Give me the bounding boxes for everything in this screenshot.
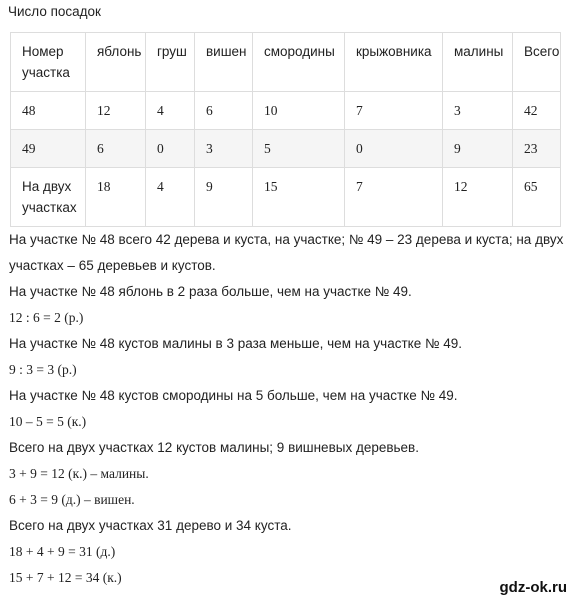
calculation-line: 18 + 4 + 9 = 31 (д.) xyxy=(9,544,116,559)
table-cell: 9 xyxy=(195,168,253,227)
table-cell: 48 xyxy=(11,92,86,130)
table-cell: 3 xyxy=(195,130,253,168)
solution-line: Всего на двух участках 12 кустов малины; 9 вишневых деревьев. xyxy=(9,440,419,455)
calculation-line: 3 + 9 = 12 (к.) – малины. xyxy=(9,466,149,481)
calculation-line: 9 : 3 = 3 (р.) xyxy=(9,362,77,377)
table-header-row xyxy=(11,33,561,92)
solution-text xyxy=(9,227,565,591)
table-cell: 0 xyxy=(345,130,443,168)
table-cell: 10 xyxy=(253,92,345,130)
table-cell: 23 xyxy=(513,130,561,168)
site-watermark: gdz-ok.ru xyxy=(499,579,567,596)
table-row xyxy=(11,168,561,227)
solution-line: участках – 65 деревьев и кустов. xyxy=(9,258,216,273)
page-title: Число посадок xyxy=(8,4,101,19)
table-row xyxy=(11,92,561,130)
table-cell: 65 xyxy=(513,168,561,227)
table-cell: На двух участках xyxy=(11,168,86,227)
table-row xyxy=(11,130,561,168)
table-cell: 42 xyxy=(513,92,561,130)
solution-line: Всего на двух участках 31 дерево и 34 куста. xyxy=(9,518,292,533)
header-cherry: вишен xyxy=(195,33,253,92)
table-cell: 4 xyxy=(146,92,195,130)
table-cell: 12 xyxy=(86,92,146,130)
table-cell: 6 xyxy=(86,130,146,168)
header-plot-number: Номер участка xyxy=(11,33,86,92)
table-cell: 18 xyxy=(86,168,146,227)
table-cell: 0 xyxy=(146,130,195,168)
table-cell: 49 xyxy=(11,130,86,168)
solution-line: На участке № 48 кустов смородины на 5 больше, чем на участке № 49. xyxy=(9,388,458,403)
calculation-line: 15 + 7 + 12 = 34 (к.) xyxy=(9,570,122,585)
table-cell: 15 xyxy=(253,168,345,227)
solution-line: На участке № 48 яблонь в 2 раза больше, чем на участке № 49. xyxy=(9,284,412,299)
table-cell: 6 xyxy=(195,92,253,130)
table-cell: 4 xyxy=(146,168,195,227)
table-cell: 5 xyxy=(253,130,345,168)
header-gooseberry: крыжовника xyxy=(345,33,443,92)
header-currant: смородины xyxy=(253,33,345,92)
table-cell: 7 xyxy=(345,92,443,130)
calculation-line: 12 : 6 = 2 (р.) xyxy=(9,310,84,325)
plantings-table xyxy=(10,32,561,227)
header-apple: яблонь xyxy=(86,33,146,92)
table-cell: 12 xyxy=(443,168,513,227)
solution-line: На участке № 48 кустов малины в 3 раза меньше, чем на участке № 49. xyxy=(9,336,462,351)
calculation-line: 6 + 3 = 9 (д.) – вишен. xyxy=(9,492,135,507)
header-total: Всего xyxy=(513,33,561,92)
calculation-line: 10 – 5 = 5 (к.) xyxy=(9,414,87,429)
solution-line: На участке № 48 всего 42 дерева и куста, на участке; № 49 – 23 дерева и куста; на двух xyxy=(9,232,564,247)
table-cell: 7 xyxy=(345,168,443,227)
table-cell: 3 xyxy=(443,92,513,130)
table-cell: 9 xyxy=(443,130,513,168)
header-raspberry: малины xyxy=(443,33,513,92)
header-pear: груш xyxy=(146,33,195,92)
